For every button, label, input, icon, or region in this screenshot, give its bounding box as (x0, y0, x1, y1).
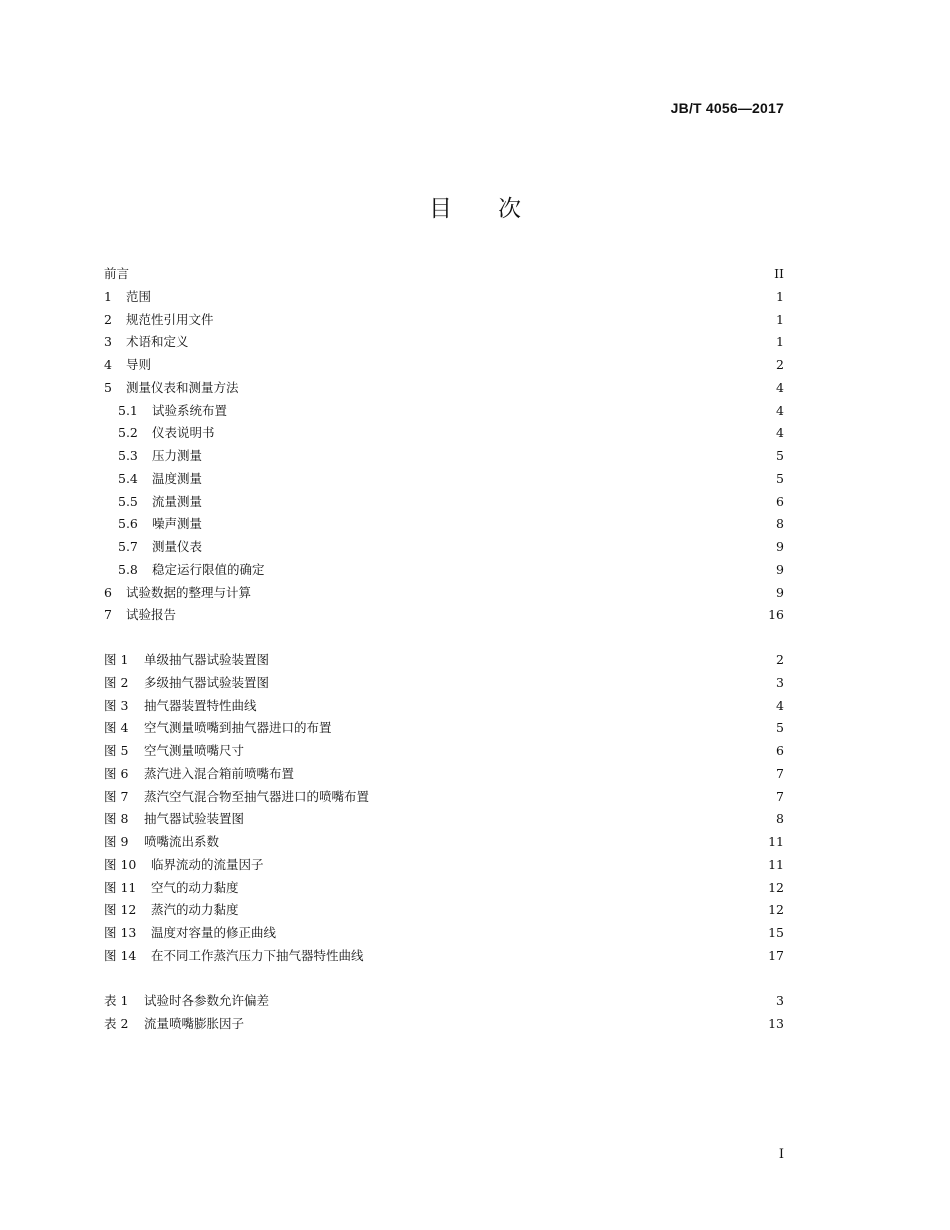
dot-leader (153, 288, 774, 298)
toc-entry-page: 6 (776, 743, 784, 758)
toc-entry-page: 9 (776, 561, 784, 577)
toc-entry[interactable] (104, 286, 784, 309)
toc-entry-number: 图 8 (104, 811, 129, 827)
dot-leader (246, 810, 774, 820)
dot-leader (371, 788, 774, 798)
dot-leader (271, 651, 774, 661)
toc-entry-page: 17 (768, 947, 784, 963)
toc-entry-page: 15 (768, 925, 784, 940)
dot-leader (271, 992, 774, 1002)
toc-entry-label: 空气测量喷嘴尺寸 (144, 743, 245, 758)
toc-entry-number: 5.4 (118, 470, 138, 486)
toc-entry-number: 图 3 (104, 697, 129, 713)
dot-leader (246, 1015, 766, 1025)
dot-leader (204, 538, 774, 548)
toc-entry-page: 6 (776, 493, 784, 509)
toc-entry-number: 6 (104, 584, 112, 600)
toc-entry-number: 5.8 (118, 561, 138, 577)
toc-entry[interactable] (104, 672, 784, 695)
dot-leader (229, 402, 774, 412)
toc-entry[interactable] (104, 513, 784, 536)
toc-entry-number: 7 (104, 607, 112, 623)
toc-entry-number: 5.3 (118, 448, 138, 463)
toc-entry-number: 图 11 (104, 879, 137, 895)
toc-entry-page: 9 (776, 584, 784, 600)
toc-entry-number: 5.5 (118, 493, 138, 509)
toc-entry[interactable] (104, 263, 784, 286)
toc-entry-page: 7 (776, 765, 784, 781)
toc-entry[interactable] (104, 468, 784, 491)
dot-leader (217, 424, 775, 434)
toc-entry-label: 抽气器装置特性曲线 (144, 697, 257, 713)
standard-code: JB/T 4056—2017 (670, 100, 784, 116)
toc-entry-page: II (774, 266, 784, 281)
dot-leader (241, 901, 767, 911)
toc-entry-label: 仪表说明书 (152, 425, 215, 441)
toc-entry-label: 蒸汽进入混合箱前喷嘴布置 (144, 765, 295, 781)
toc-entry-page: 1 (776, 334, 784, 350)
toc-entry-label: 稳定运行限值的确定 (152, 561, 265, 577)
toc-entry-label: 前言 (104, 266, 130, 281)
toc-entry-label: 试验系统布置 (152, 402, 228, 418)
dot-leader (204, 515, 774, 525)
toc-entry-page: 3 (776, 674, 784, 690)
toc-entry[interactable] (104, 400, 784, 423)
dot-leader (204, 447, 774, 457)
toc-entry-label: 测量仪表和测量方法 (126, 379, 239, 395)
dot-leader (366, 947, 767, 957)
toc-entry-number: 图 1 (104, 652, 129, 667)
toc-entry[interactable] (104, 717, 784, 740)
toc-entry-page: 4 (776, 697, 784, 713)
toc-entry-label: 温度测量 (152, 470, 203, 486)
toc-entry[interactable] (104, 1013, 784, 1036)
dot-leader (259, 697, 775, 707)
toc-entry-page: 7 (776, 788, 784, 804)
toc-entry-number: 图 4 (104, 720, 129, 736)
toc-entry-page: 4 (776, 425, 784, 441)
toc-entry-label: 试验时各参数允许偏差 (144, 993, 270, 1008)
toc-entry-page: 1 (776, 311, 784, 327)
toc-entry-number: 5.2 (118, 425, 138, 441)
toc-entry-label: 抽气器试验装置图 (144, 811, 245, 827)
toc-entry-page: 13 (768, 1015, 784, 1031)
toc-entry-label: 流量喷嘴膨胀因子 (144, 1015, 245, 1031)
toc-sections (104, 263, 784, 627)
dot-leader (267, 561, 775, 571)
toc-entry-label: 温度对容量的修正曲线 (151, 925, 277, 940)
dot-leader (216, 311, 775, 321)
toc-entry[interactable] (104, 582, 784, 605)
toc-entry[interactable] (104, 990, 784, 1013)
toc-entry[interactable] (104, 877, 784, 900)
toc-entry-page: 5 (776, 448, 784, 463)
toc-entry[interactable] (104, 309, 784, 332)
toc-entry-page: 5 (776, 470, 784, 486)
toc-entry-number: 5.6 (118, 516, 138, 532)
toc-entry[interactable] (104, 331, 784, 354)
toc-entry[interactable] (104, 422, 784, 445)
dot-leader (178, 606, 766, 616)
toc-entry[interactable] (104, 649, 784, 672)
toc-entry-page: 4 (776, 379, 784, 395)
toc-entry-page: 11 (768, 856, 784, 872)
toc-entry-page: 3 (776, 993, 784, 1008)
toc-entry[interactable] (104, 377, 784, 400)
toc-entry[interactable] (104, 740, 784, 763)
toc-entry-number: 图 2 (104, 674, 129, 690)
toc-entry[interactable] (104, 445, 784, 468)
toc-entry-number: 5.1 (118, 402, 138, 418)
toc-entry-label: 空气测量喷嘴到抽气器进口的布置 (144, 720, 332, 736)
toc-entry[interactable] (104, 786, 784, 809)
toc-entry-page: 9 (776, 539, 784, 554)
toc-entry-page: 16 (768, 607, 784, 623)
dot-leader (278, 924, 766, 934)
toc-entry-label: 范围 (126, 288, 152, 304)
toc-entry-label: 导则 (126, 357, 152, 372)
dot-leader (204, 493, 774, 503)
toc-entry-page: 5 (776, 720, 784, 736)
toc-entry-number: 图 6 (104, 765, 129, 781)
toc-entry-label: 术语和定义 (126, 334, 189, 350)
dot-leader (241, 379, 775, 389)
toc-entry-label: 压力测量 (152, 448, 203, 463)
dot-leader (266, 856, 767, 866)
toc-entry-page: 12 (768, 879, 784, 895)
toc-entry-number: 图 13 (104, 925, 137, 940)
dot-leader (334, 719, 775, 729)
toc-entry-label: 噪声测量 (152, 516, 203, 532)
toc-entry[interactable] (104, 922, 784, 945)
toc-entry-label: 多级抽气器试验装置图 (144, 674, 270, 690)
toc-entry-label: 喷嘴流出系数 (144, 834, 220, 849)
toc-entry[interactable] (104, 695, 784, 718)
dot-leader (296, 765, 774, 775)
toc-entry-number: 图 7 (104, 788, 129, 804)
toc-entry-label: 规范性引用文件 (126, 311, 214, 327)
toc-entry-page: 8 (776, 516, 784, 532)
dot-leader (271, 674, 774, 684)
dot-leader (131, 265, 772, 275)
toc-entry[interactable] (104, 536, 784, 559)
toc-entry-page: 1 (776, 288, 784, 304)
toc-entry-number: 3 (104, 334, 112, 350)
toc-entry-number: 图 12 (104, 902, 137, 918)
toc-entry-page: 11 (768, 834, 784, 849)
toc-tables (104, 990, 784, 1036)
page-title: 目次 (429, 196, 567, 222)
toc-entry-number: 2 (104, 311, 112, 327)
toc-entry-label: 试验数据的整理与计算 (126, 584, 252, 600)
toc-entry[interactable] (104, 854, 784, 877)
dot-leader (253, 584, 774, 594)
toc-entry[interactable] (104, 831, 784, 854)
toc-entry-page: 4 (776, 402, 784, 418)
toc-entry-number: 图 5 (104, 743, 129, 758)
toc-entry[interactable] (104, 491, 784, 514)
toc-entry-page: 2 (776, 357, 784, 372)
toc-entry-page: 8 (776, 811, 784, 827)
toc-entry-label: 空气的动力黏度 (151, 879, 239, 895)
toc-entry-label: 临界流动的流量因子 (151, 856, 264, 872)
toc-entry-number: 5 (104, 379, 112, 395)
toc-entry-label: 测量仪表 (152, 539, 203, 554)
dot-leader (221, 833, 766, 843)
toc-entry-label: 试验报告 (126, 607, 177, 623)
toc-entry[interactable] (104, 945, 784, 968)
toc-figures (104, 649, 784, 968)
toc-entry-number: 表 2 (104, 1015, 129, 1031)
dot-leader (191, 333, 775, 343)
toc-entry-number: 4 (104, 357, 112, 372)
page-number: I (778, 1147, 784, 1162)
toc-entry[interactable] (104, 354, 784, 377)
dot-leader (153, 356, 774, 366)
toc-entry-number: 表 1 (104, 993, 129, 1008)
toc-entry[interactable] (104, 763, 784, 786)
toc-entry-number: 5.7 (118, 539, 138, 554)
dot-leader (246, 742, 774, 752)
toc-entry[interactable] (104, 559, 784, 582)
dot-leader (241, 879, 767, 889)
toc-entry-number: 图 9 (104, 834, 129, 849)
toc-entry[interactable] (104, 808, 784, 831)
toc-entry-label: 蒸汽的动力黏度 (151, 902, 239, 918)
toc-entry[interactable] (104, 604, 784, 627)
toc-entry[interactable] (104, 899, 784, 922)
toc-entry-label: 单级抽气器试验装置图 (144, 652, 270, 667)
toc-entry-number: 图 10 (104, 856, 137, 872)
toc-entry-number: 图 14 (104, 947, 137, 963)
toc-entry-label: 蒸汽空气混合物至抽气器进口的喷嘴布置 (144, 788, 370, 804)
dot-leader (204, 470, 774, 480)
toc-entry-label: 在不同工作蒸汽压力下抽气器特性曲线 (151, 947, 364, 963)
toc-entry-page: 12 (768, 902, 784, 918)
toc-entry-label: 流量测量 (152, 493, 203, 509)
toc-entry-number: 1 (104, 288, 112, 304)
toc-entry-page: 2 (776, 652, 784, 667)
